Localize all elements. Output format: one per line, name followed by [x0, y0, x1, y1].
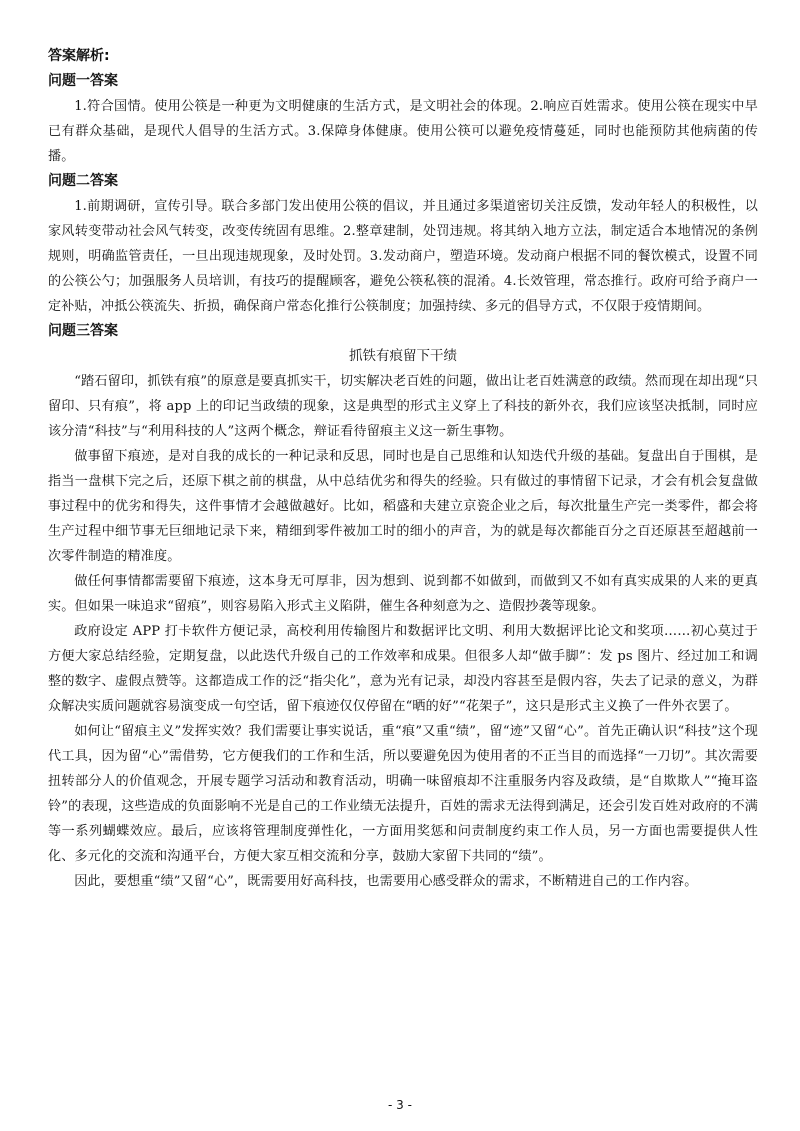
question-one-heading: 问题一答案 [48, 73, 118, 89]
essay-paragraph: 做事留下痕迹，是对自我的成长的一种记录和反思，同时也是自己思维和认知迭代升级的基础。复盘出自于围棋，是指当一盘棋下完之后，还原下棋之前的棋盘，从中总结优劣和得失的经验。只有做过的事情留下记录，才会有机会复盘做事过程中的优劣和得失，这件事情才会越做越好。比如，稻盛和夫建立京瓷企业之后，每次批量生产完一类零件，都会将生产过程中细节事无巨细地记录下来，精细到零件被加工时的细小的声音，为的就是每次都能百分之百还原甚至超越前一次零件制造的精准度。 [48, 449, 758, 564]
question-one-section [48, 69, 758, 169]
essay-paragraph: 做任何事情都需要留下痕迹，这本身无可厚非，因为想到、说到都不如做到，而做到又不如有真实成果的人来的更真实。但如果一味追求“留痕”，则容易陷入形式主义陷阱，催生各种刻意为之、造假抄袭等现象。 [48, 574, 758, 614]
question-two-section [48, 169, 758, 319]
answer-document [48, 44, 758, 894]
question-three-section [48, 319, 758, 894]
essay-paragraph: 因此，要想重“绩”又留“心”，既需要用好高科技，也需要用心感受群众的需求，不断精进自己的工作内容。 [74, 874, 698, 889]
question-one-answer: 1.符合国情。使用公筷是一种更为文明健康的生活方式，是文明社会的体现。2.响应百姓需求。使用公筷在现实中早已有群众基础，是现代人倡导的生活方式。3.保障身体健康。使用公筷可以避免疫情蔓延，同时也能预防其他病菌的传播。 [48, 99, 758, 164]
essay-paragraph: 政府设定 APP 打卡软件方便记录，高校利用传输图片和数据评比文明、利用大数据评比论文和奖项……初心莫过于方便大家总结经验，定期复盘，以此迭代升级自己的工作效率和成果。但很多人却“做手脚”：发 ps 图片、经过加工和调整的数字、虚假点赞等。这都造成工作的泛“指尖化”，意为光有记录，却没内容甚至是假内容，失去了记录的意义，为群众解决实质问题就容易演变成一句空话，留下痕迹仅仅停留在“晒的好”“花架子”，这只是形式主义换了一件外衣罢了。 [48, 624, 758, 714]
question-three-heading: 问题三答案 [48, 323, 118, 339]
answer-title: 答案解析: [48, 48, 110, 64]
page-number: - 3 - [388, 1098, 412, 1112]
essay-paragraph: “踏石留印，抓铁有痕”的原意是要真抓实干，切实解决老百姓的问题，做出让老百姓满意的政绩。然而现在却出现“只留印、只有痕”，将 app 上的印记当政绩的现象，这是典型的形式主义穿上了科技的新外衣，我们应该坚决抵制，同时应该分清“科技”与“利用科技的人”这两个概念，辩证看待留痕主义这一新生事物。 [48, 374, 758, 439]
essay-paragraph: 如何让“留痕主义”发挥实效？我们需要让事实说话，重“痕”又重“绩”，留“迹”又留“心”。首先正确认识“科技”这个现代工具，因为留“心”需借势，它方便我们的工作和生活，所以要避免因为使用者的不正当目的而选择“一刀切”。其次需要扭转部分人的价值观念，开展专题学习活动和教育活动，明确一味留痕却不注重服务内容及政绩，是“自欺欺人”“掩耳盗铃”的表现，这些造成的负面影响不光是自己的工作业绩无法提升，百姓的需求无法得到满足，还会引发百姓对政府的不满等一系列蝴蝶效应。最后，应该将管理制度弹性化，一方面用奖惩和问责制度约束工作人员，另一方面也需要提供人性化、多元化的交流和沟通平台，方便大家互相交流和分享，鼓励大家留下共同的“绩”。 [48, 724, 758, 864]
essay-title: 抓铁有痕留下干绩 [349, 348, 457, 364]
question-two-heading: 问题二答案 [48, 173, 118, 189]
question-two-answer: 1.前期调研，宣传引导。联合多部门发出使用公筷的倡议，并且通过多渠道密切关注反馈，发动年轻人的积极性，以家风转变带动社会风气转变，改变传统固有思维。2.整章建制，处罚违规。将其纳入地方立法，制定适合本地情况的条例规则，明确监管责任，一旦出现违规现象，及时处罚。3.发动商户，塑造环境。发动商户根据不同的餐饮模式，设置不同的公筷公勺；加强服务人员培训，有技巧的提醒顾客，避免公筷私筷的混淆。4.长效管理，常态推行。政府可给予商户一定补贴，冲抵公筷流失、折损，确保商户常态化推行公筷制度；加强持续、多元的倡导方式，不仅限于疫情期间。 [48, 199, 758, 314]
